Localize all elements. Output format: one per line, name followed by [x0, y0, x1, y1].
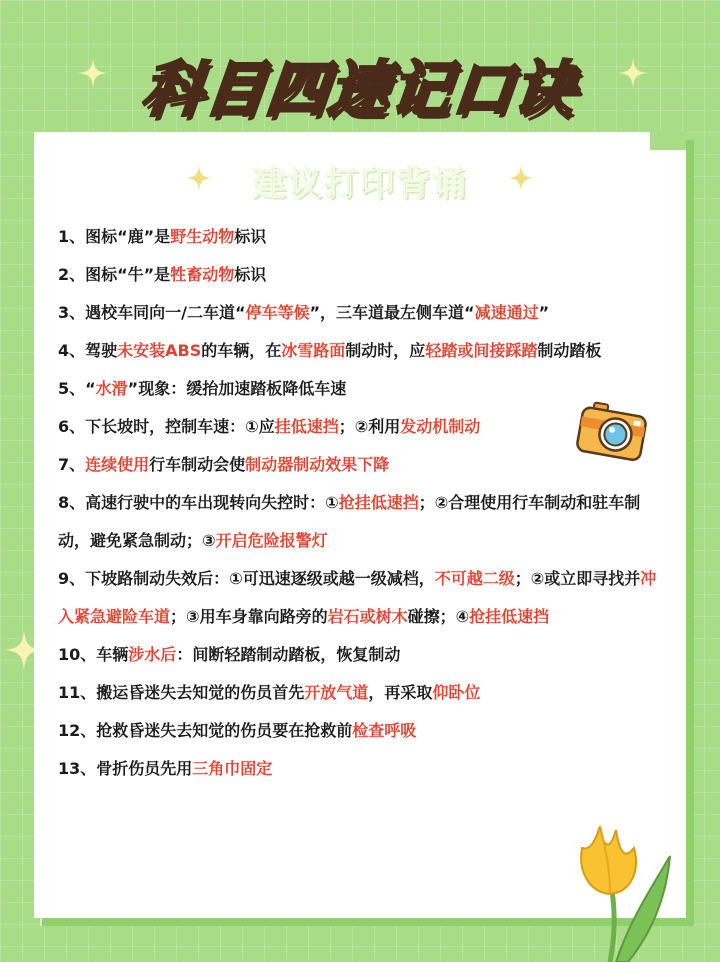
item-text: 抢救昏迷失去知觉的伤员要在抢救前: [96, 721, 353, 740]
list-item: [58, 484, 668, 560]
item-text: ；②或立即寻找并: [514, 569, 641, 588]
item-text: 碰擦；④: [407, 607, 470, 626]
item-text: 制动时，应: [345, 341, 426, 360]
item-number: 8、: [58, 493, 86, 512]
item-text: 下坡路制动失效后：①可迅速逐级或越一级减档，: [85, 569, 435, 588]
list-item: [58, 712, 668, 750]
item-text: ”现象：缓抬加速踏板降低车速: [127, 379, 347, 398]
item-number: 1、: [58, 227, 86, 246]
tulip-flower-icon: [570, 820, 680, 962]
item-text: 图标“牛”是: [85, 265, 171, 284]
list-item: [58, 560, 668, 636]
highlight-text: 仰卧位: [432, 683, 481, 702]
item-text: 的车辆，在: [201, 341, 282, 360]
highlight-text: 涉水后: [128, 645, 177, 664]
item-number: 10、: [58, 645, 97, 664]
highlight-text: 开放气道: [304, 683, 369, 702]
paper-notch: [650, 132, 686, 150]
highlight-text: 冲入紧急避险车道: [58, 569, 657, 626]
item-text: 车辆: [96, 645, 129, 664]
highlight-text: 水滑: [95, 379, 128, 398]
subtitle: 建议打印背诵: [252, 163, 468, 204]
item-text: 骨折伤员先用: [96, 759, 193, 778]
highlight-text: 牲畜动物: [170, 265, 235, 284]
item-text: ：间断轻踏制动踏板，恢复制动: [176, 645, 401, 664]
list-item: [58, 332, 668, 370]
list-item: [58, 218, 668, 256]
item-text: 制动踏板: [537, 341, 602, 360]
highlight-text: 检查呼吸: [352, 721, 417, 740]
item-number: 3、: [58, 303, 86, 322]
highlight-text: 停车等候: [245, 303, 310, 322]
item-number: 9、: [58, 569, 86, 588]
item-text: 下长坡时，控制车速：①应: [85, 417, 275, 436]
item-number: 6、: [58, 417, 86, 436]
item-text: ”: [538, 303, 550, 322]
item-number: 7、: [58, 455, 86, 474]
item-number: 13、: [58, 759, 97, 778]
item-text: ，再采取: [368, 683, 433, 702]
highlight-text: 减速通过: [474, 303, 539, 322]
list-item: [58, 294, 668, 332]
item-text: 标识: [234, 227, 267, 246]
item-text: 高速行驶中的车出现转向失控时：①: [85, 493, 339, 512]
highlight-text: 不可越二级: [434, 569, 515, 588]
sparkle-icon: [186, 165, 212, 191]
item-text: 行车制动会使: [149, 455, 246, 474]
item-text: ”，三车道最左侧车道“: [309, 303, 475, 322]
highlight-text: 冰雪路面: [281, 341, 346, 360]
item-text: 标识: [234, 265, 267, 284]
highlight-text: 轻踏或间接踩踏: [425, 341, 538, 360]
page-title-area: [0, 40, 720, 130]
item-number: 11、: [58, 683, 97, 702]
item-number: 12、: [58, 721, 97, 740]
highlight-text: 抢挂低速挡: [469, 607, 550, 626]
item-text: 遇校车同向一/二车道“: [85, 303, 246, 322]
highlight-text: 发动机制动: [400, 417, 481, 436]
list-item: [58, 636, 668, 674]
highlight-text: 挂低速挡: [274, 417, 339, 436]
item-text: ；③用车身靠向路旁的: [170, 607, 328, 626]
item-text: ；②利用: [338, 417, 401, 436]
list-item: [58, 750, 668, 788]
item-text: ；②合理使用行车制动和驻车制动，避免紧急制动；③: [58, 493, 641, 550]
highlight-text: 未安装ABS: [117, 341, 202, 360]
item-number: 4、: [58, 341, 86, 360]
sparkle-icon: [508, 165, 534, 191]
list-item: [58, 674, 668, 712]
highlight-text: 连续使用: [85, 455, 150, 474]
item-text: 图标“鹿”是: [85, 227, 171, 246]
rules-list: [58, 218, 668, 788]
item-number: 5、: [58, 379, 86, 398]
item-text: 驾驶: [85, 341, 118, 360]
list-item: [58, 256, 668, 294]
subtitle-row: [34, 150, 686, 210]
camera-icon: [576, 398, 650, 464]
highlight-text: 三角巾固定: [192, 759, 273, 778]
highlight-text: 岩石或树木: [327, 607, 408, 626]
highlight-text: 抢挂低速挡: [338, 493, 419, 512]
item-number: 2、: [58, 265, 86, 284]
page-title: 科目四速记口诀: [138, 55, 581, 125]
highlight-text: 开启危险报警灯: [215, 531, 328, 550]
highlight-text: 野生动物: [170, 227, 235, 246]
item-text: 搬运昏迷失去知觉的伤员首先: [96, 683, 305, 702]
highlight-text: 制动器制动效果下降: [245, 455, 390, 474]
item-text: “: [85, 379, 96, 398]
